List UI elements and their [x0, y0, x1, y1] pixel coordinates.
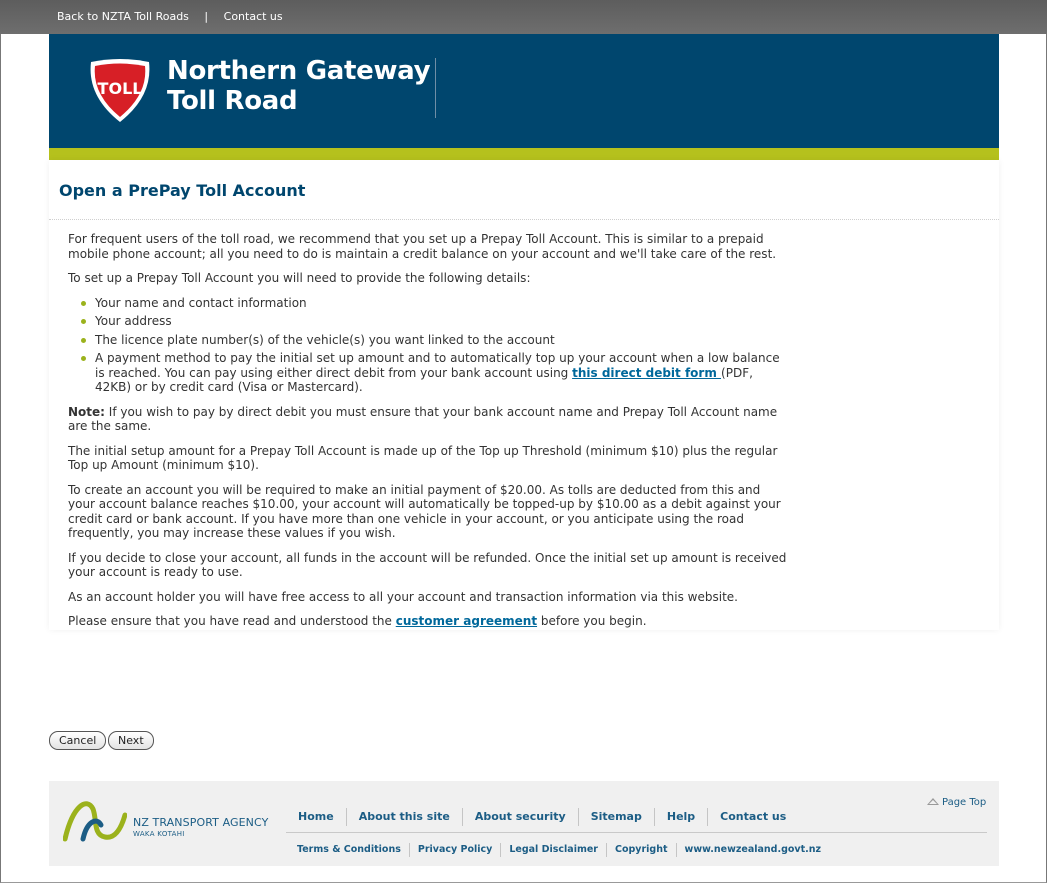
site-title-line1: Northern Gateway [167, 56, 431, 86]
details-list [68, 296, 788, 395]
footer-nav-about-security[interactable]: About security [463, 808, 579, 826]
details-lead: To set up a Prepay Toll Account you will need to provide the following details: [68, 271, 531, 285]
footer-nav-home[interactable]: Home [286, 808, 347, 826]
cancel-button[interactable]: Cancel [49, 731, 106, 750]
holder-paragraph: As an account holder you will have free access to all your account and transaction information via this website. [68, 589, 738, 604]
agreement-text-end: before you begin. [537, 614, 647, 628]
footer-nav [286, 808, 798, 826]
back-to-nzta-link[interactable]: Back to NZTA Toll Roads [57, 10, 189, 23]
note-text: If you wish to pay by direct debit you must ensure that your bank account name and Prepay Toll Account name are the same. [68, 404, 778, 433]
footer-divider [286, 832, 987, 833]
accent-bar [49, 148, 999, 160]
top-contact-link[interactable]: Contact us [223, 10, 283, 23]
header-divider [435, 58, 436, 118]
footer-nav-about-site[interactable]: About this site [347, 808, 463, 826]
footer-disclaimer-link[interactable]: Legal Disclaimer [501, 843, 607, 857]
note-label: Note: [68, 404, 105, 419]
top-links [57, 10, 283, 23]
agreement-text: Please ensure that you have read and understood the [68, 614, 396, 628]
top-bar [0, 0, 1047, 34]
footer-terms-link[interactable]: Terms & Conditions [289, 843, 410, 857]
footer-govt-link[interactable]: www.newzealand.govt.nz [684, 844, 822, 855]
customer-agreement-link[interactable]: customer agreement [395, 614, 538, 628]
page-top-label: Page Top [942, 797, 987, 808]
list-item [68, 351, 788, 395]
footer-nav-contact[interactable]: Contact us [720, 810, 787, 823]
nzta-logo-icon[interactable] [63, 795, 127, 843]
agency-subname: WAKA KOTAHI [133, 830, 185, 838]
intro-paragraph: For frequent users of the toll road, we recommend that you set up a Prepay Toll Account. This is similar to a prepaid mobile phone account; all you need to do is maintain a credit balance on your account and we'll take care of the rest. [68, 232, 777, 261]
toll-shield-icon[interactable] [87, 58, 153, 124]
create-paragraph: To create an account you will be required to make an initial payment of $20.00. As tolls are deducted from this and your account balance reaches $10.00, your account will automatically be topped-up by $10.00 as a debit against your credit card or bank account. If you have more than one vehicle in your account, or you anticipate using the road frequently, you may increase these values if you wish. [68, 482, 781, 540]
next-button[interactable]: Next [108, 731, 154, 750]
footer-privacy-link[interactable]: Privacy Policy [410, 843, 501, 857]
up-arrow-icon [927, 798, 939, 805]
setup-paragraph: The initial setup amount for a Prepay Toll Account is made up of the Top up Threshold (minimum $10) plus the regular Top up Amount (minimum $10). [68, 443, 778, 472]
site-footer [49, 781, 999, 866]
page-top-link[interactable] [927, 797, 986, 808]
footer-legal-nav [289, 843, 829, 857]
payment-method-text: A payment method to pay the initial set up amount and to automatically top up your account when a low balance is reached. You can pay using either direct debit from your bank account using [95, 351, 780, 380]
agency-name: NZ TRANSPORT AGENCY [133, 816, 269, 829]
site-title-line2: Toll Road [167, 86, 298, 116]
list-item: Your name and contact information [68, 296, 788, 311]
footer-nav-help[interactable]: Help [655, 808, 708, 826]
page-title: Open a PrePay Toll Account [59, 181, 306, 200]
note-paragraph [68, 405, 788, 434]
footer-copyright-link[interactable]: Copyright [607, 843, 677, 857]
site-header [49, 34, 999, 148]
main-content [68, 232, 788, 639]
top-links-separator: | [204, 10, 209, 23]
title-divider [49, 219, 999, 220]
payment-method-text-end: (PDF, 42KB) or by credit card (Visa or Mastercard). [95, 365, 753, 394]
footer-nav-sitemap[interactable]: Sitemap [579, 808, 655, 826]
toll-shield-text: TOLL [97, 79, 143, 98]
list-item: Your address [68, 314, 788, 329]
list-item: The licence plate number(s) of the vehicle(s) you want linked to the account [68, 333, 788, 348]
agreement-paragraph [68, 614, 788, 629]
close-paragraph: If you decide to close your account, all funds in the account will be refunded. Once the initial set up amount is received your account is ready to use. [68, 550, 787, 579]
direct-debit-form-link[interactable]: this direct debit form [572, 365, 722, 380]
